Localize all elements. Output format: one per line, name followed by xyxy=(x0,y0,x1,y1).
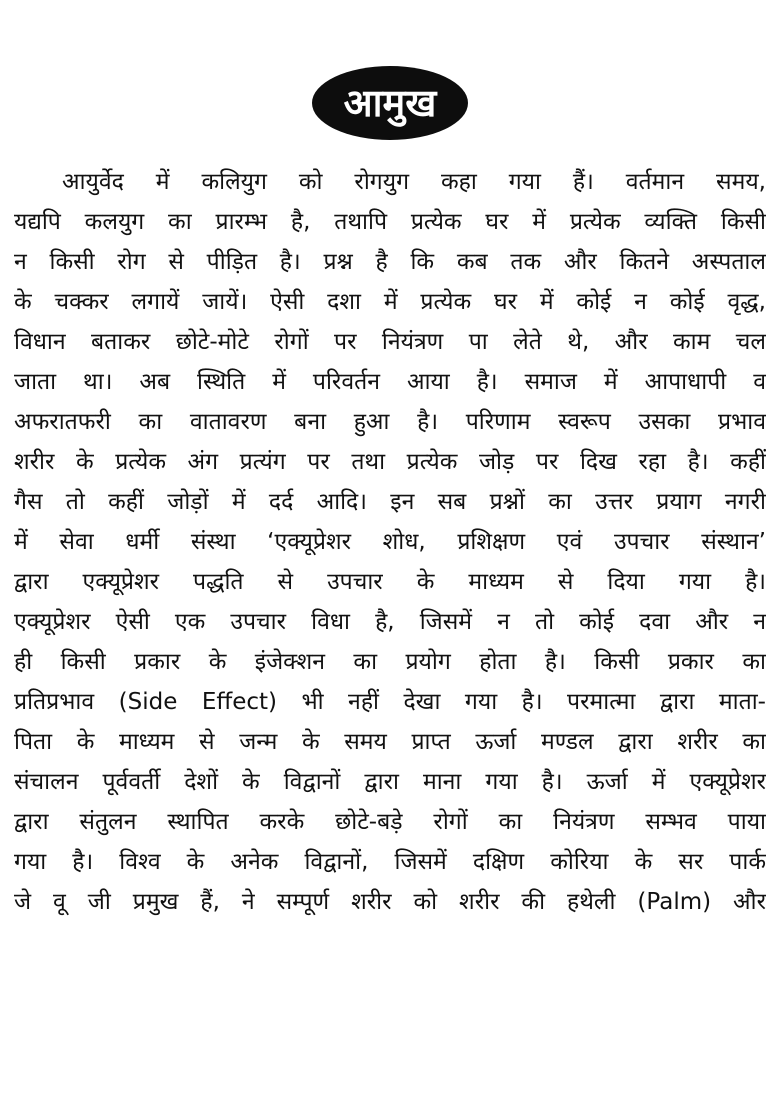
paragraph-line: गैस तो कहीं जोड़ों में दर्द आदि। इन सब प्रश्नों का उत्तर प्रयाग नगरी xyxy=(14,489,766,515)
paragraph-line: न किसी रोग से पीड़ित है। प्रश्न है कि कब तक और कितने अस्पताल xyxy=(14,249,766,275)
paragraph-line: के चक्कर लगायें जायें। ऐसी दशा में प्रत्येक घर में कोई न कोई वृद्ध, xyxy=(14,289,766,315)
paragraph-line: आयुर्वेद में कलियुग को रोगयुग कहा गया हैं। वर्तमान समय, xyxy=(62,169,766,195)
page-title: आमुख xyxy=(312,66,468,140)
paragraph-line: पिता के माध्यम से जन्म के समय प्राप्त ऊर्जा मण्डल द्वारा शरीर का xyxy=(14,729,766,755)
paragraph-line: द्वारा संतुलन स्थापित करके छोटे-बड़े रोगों का नियंत्रण सम्भव पाया xyxy=(14,809,766,835)
paragraph-line: शरीर के प्रत्येक अंग प्रत्यंग पर तथा प्रत्येक जोड़ पर दिख रहा है। कहीं xyxy=(14,449,766,475)
paragraph-line: प्रतिप्रभाव (Side Effect) भी नहीं देखा गया है। परमात्मा द्वारा माता- xyxy=(14,689,766,715)
paragraph-line: द्वारा एक्यूप्रेशर पद्धति से उपचार के माध्यम से दिया गया है। xyxy=(14,569,766,595)
paragraph-line: ही किसी प्रकार के इंजेक्शन का प्रयोग होता है। किसी प्रकार का xyxy=(14,649,766,675)
paragraph-line: विधान बताकर छोटे-मोटे रोगों पर नियंत्रण पा लेते थे, और काम चल xyxy=(14,329,766,355)
paragraph-line: यद्यपि कलयुग का प्रारम्भ है, तथापि प्रत्येक घर में प्रत्येक व्यक्ति किसी xyxy=(14,209,766,235)
paragraph-line: अफरातफरी का वातावरण बना हुआ है। परिणाम स्वरूप उसका प्रभाव xyxy=(14,409,766,435)
paragraph-line: में सेवा धर्मी संस्था ‘एक्यूप्रेशर शोध, प्रशिक्षण एवं उपचार संस्थान’ xyxy=(14,529,766,555)
paragraph-line: जाता था। अब स्थिति में परिवर्तन आया है। समाज में आपाधापी व xyxy=(14,369,766,395)
paragraph-line: संचालन पूर्ववर्ती देशों के विद्वानों द्वारा माना गया है। ऊर्जा में एक्यूप्रेशर xyxy=(14,769,766,795)
paragraph-line: गया है। विश्व के अनेक विद्वानों, जिसमें दक्षिण कोरिया के सर पार्क xyxy=(14,849,766,875)
paragraph-line: जे वू जी प्रमुख हैं, ने सम्पूर्ण शरीर को शरीर की हथेली (Palm) और xyxy=(14,889,766,915)
paragraph-line: एक्यूप्रेशर ऐसी एक उपचार विधा है, जिसमें न तो कोई दवा और न xyxy=(14,609,766,635)
